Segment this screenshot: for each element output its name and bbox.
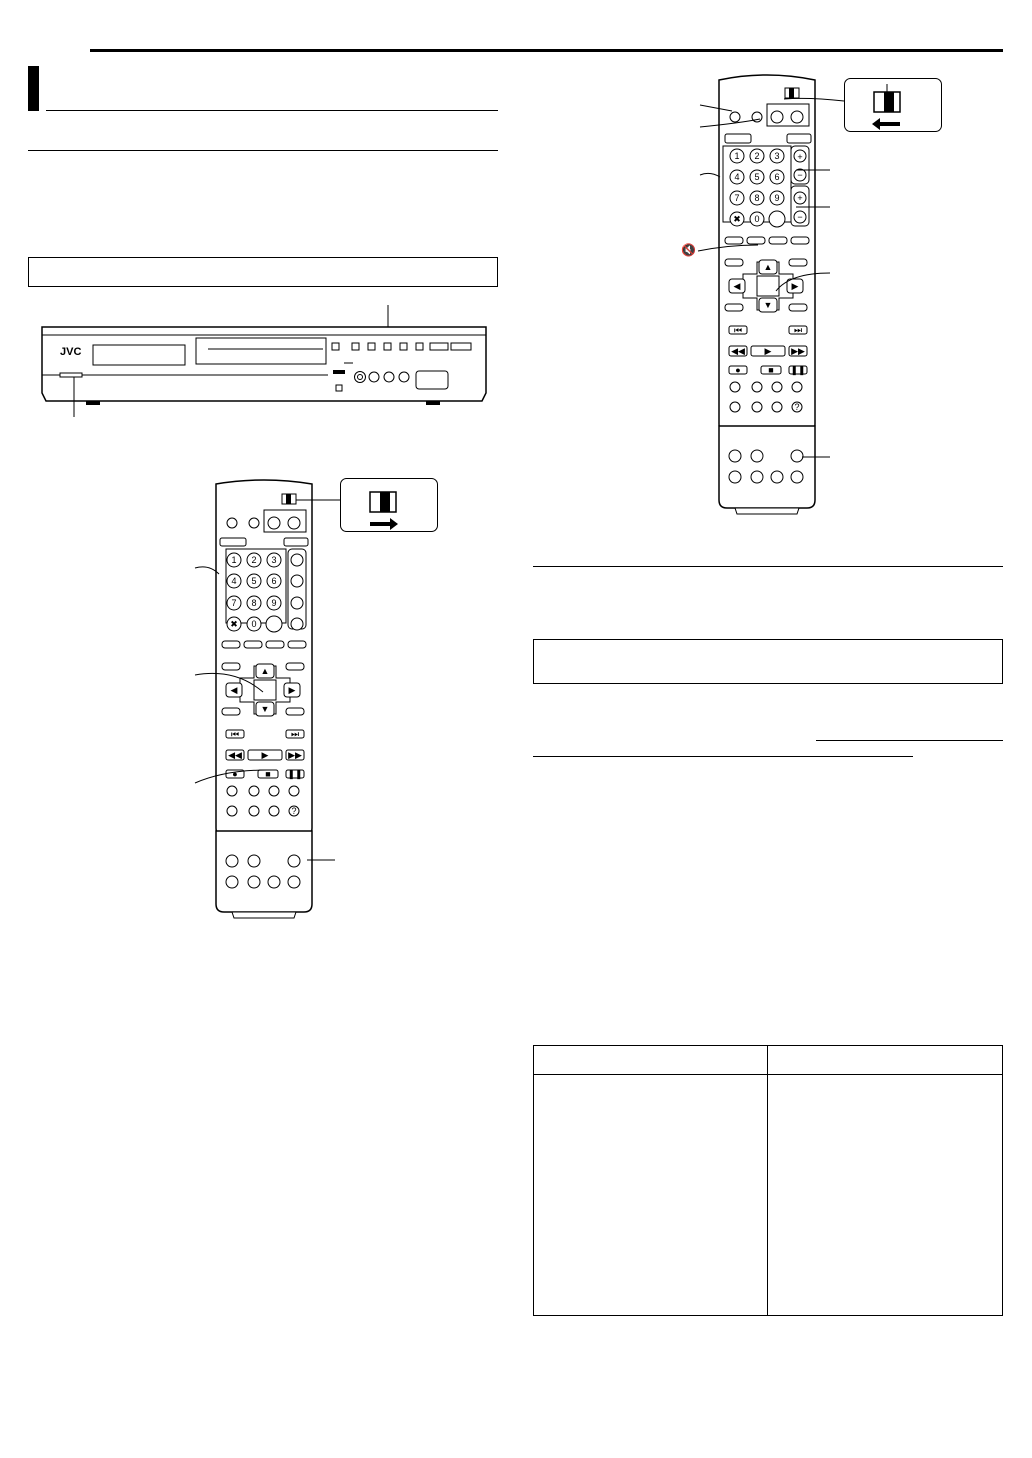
key-6: 6 [271, 576, 277, 586]
fast-forward-icon: ▶▶ [288, 750, 302, 760]
skip-back-icon: ⏮ [230, 729, 240, 739]
table-header-row [534, 1046, 1002, 1075]
pause-icon: ❚❚ [790, 365, 806, 375]
help-icon: ? [291, 806, 297, 816]
underline-2 [533, 756, 913, 757]
key-4: 4 [734, 172, 740, 182]
front-panel-label-box [28, 257, 498, 287]
right-arrow-icon: ▶ [288, 685, 296, 695]
left-remote-leaders [195, 560, 355, 870]
key-7: 7 [231, 598, 237, 608]
play-icon: ▶ [261, 750, 269, 760]
skip-forward-icon: ⏭ [290, 729, 300, 739]
key-cancel: ✖ [733, 214, 741, 224]
minus-key-2: − [797, 212, 803, 222]
dvd-recorder-illustration [38, 305, 490, 420]
right-note-box [533, 639, 1003, 684]
key-1: 1 [734, 151, 740, 161]
right-arrow-icon: ▶ [791, 281, 799, 291]
help-icon: ? [794, 402, 800, 412]
rewind-icon: ◀◀ [731, 346, 745, 356]
up-arrow-icon: ▲ [763, 262, 773, 272]
pause-icon: ❚❚ [287, 769, 303, 779]
key-cancel: ✖ [230, 619, 238, 629]
key-1: 1 [231, 555, 237, 565]
minus-key-1: − [797, 170, 803, 180]
subsection-rule [28, 150, 498, 151]
key-7: 7 [734, 193, 740, 203]
right-remote-leaders [680, 95, 840, 465]
skip-forward-icon: ⏭ [793, 325, 803, 335]
plus-key-2: + [797, 193, 803, 203]
plus-key-1: + [797, 152, 803, 162]
play-icon: ▶ [764, 346, 772, 356]
left-arrow-icon: ◀ [733, 281, 741, 291]
key-6: 6 [774, 172, 780, 182]
left-arrow-icon: ◀ [230, 685, 238, 695]
down-arrow-icon: ▼ [763, 300, 773, 310]
key-8: 8 [754, 193, 760, 203]
key-0: 0 [754, 214, 760, 224]
header-rule [90, 49, 1003, 52]
down-arrow-icon: ▼ [260, 704, 270, 714]
brand-logo: JVC [60, 346, 82, 358]
key-8: 8 [251, 598, 257, 608]
key-2: 2 [251, 555, 257, 565]
section-title-rule [46, 110, 498, 111]
mode-switch-inset-right [844, 78, 942, 132]
right-section-rule [533, 566, 1003, 567]
key-0: 0 [251, 619, 257, 629]
record-icon: ● [735, 365, 741, 375]
key-3: 3 [774, 151, 780, 161]
underline-1 [816, 740, 1003, 741]
key-9: 9 [271, 598, 277, 608]
stop-icon: ■ [768, 365, 774, 375]
record-icon: ● [232, 769, 238, 779]
key-5: 5 [251, 576, 257, 586]
stop-icon: ■ [265, 769, 271, 779]
fast-forward-icon: ▶▶ [791, 346, 805, 356]
mute-icon: 🔇 [681, 243, 696, 257]
mode-switch-inset-left [340, 478, 438, 532]
rewind-icon: ◀◀ [228, 750, 242, 760]
key-5: 5 [754, 172, 760, 182]
section-marker [28, 66, 39, 111]
table-column-divider [767, 1046, 768, 1315]
key-2: 2 [754, 151, 760, 161]
key-4: 4 [231, 576, 237, 586]
up-arrow-icon: ▲ [260, 666, 270, 676]
key-9: 9 [774, 193, 780, 203]
skip-back-icon: ⏮ [733, 325, 743, 335]
key-3: 3 [271, 555, 277, 565]
settings-table [533, 1045, 1003, 1316]
